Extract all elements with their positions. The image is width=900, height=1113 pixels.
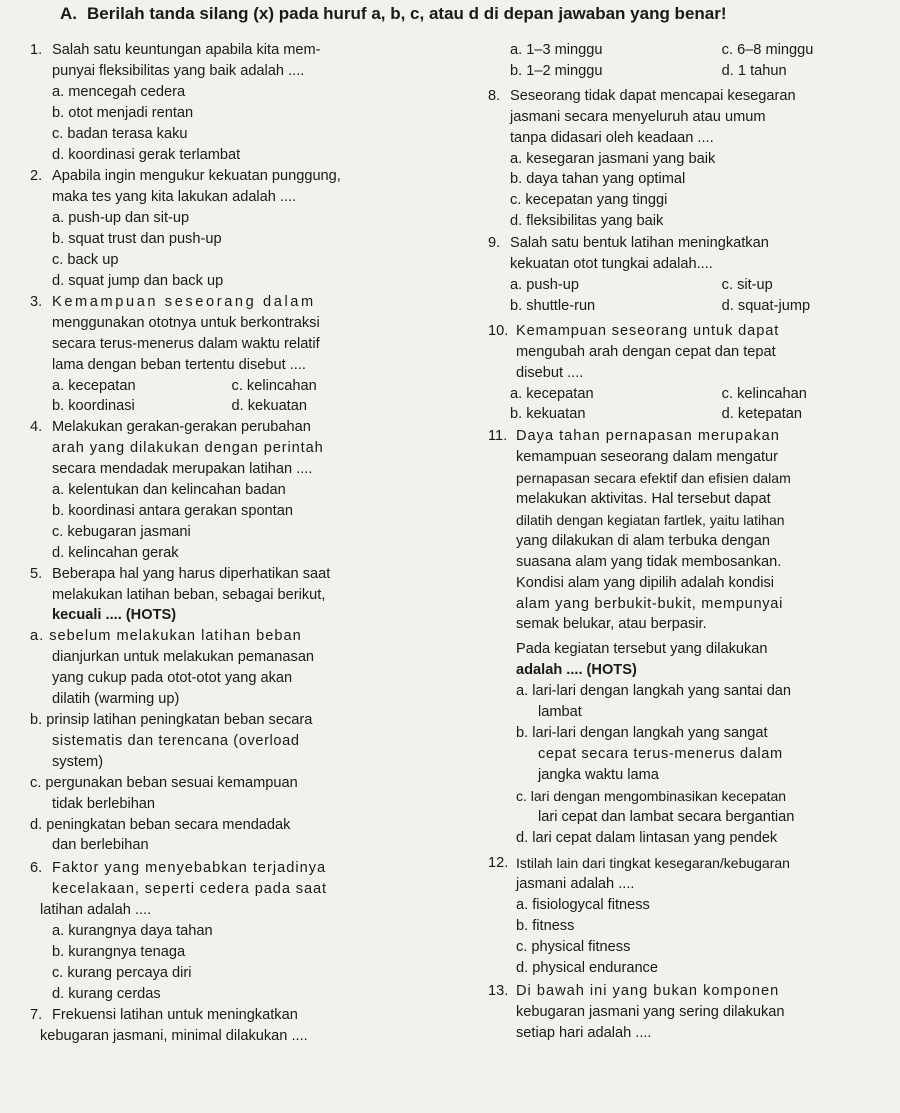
question-text: yang dilakukan di alam terbuka dengan (516, 532, 770, 549)
option-a: a. 1–3 minggu (510, 42, 603, 58)
question-6 (30, 858, 460, 1004)
option-d: d. physical endurance (516, 959, 658, 976)
question-text: Beberapa hal yang harus diperhatikan saat (52, 565, 331, 582)
question-7-options (488, 40, 888, 82)
question-text: secara terus-menerus dalam waktu relatif (52, 335, 320, 352)
question-number: 12. (488, 855, 509, 872)
option-a: a. mencegah cedera (52, 83, 186, 100)
option-a: a. kecepatan (510, 385, 594, 402)
question-3 (30, 292, 460, 417)
question-text: suasana alam yang tidak membosankan. (516, 553, 782, 570)
question-text: Daya tahan pernapasan merupakan (516, 428, 780, 445)
option-c: c. sit-up (721, 276, 773, 293)
question-text: Di bawah ini yang bukan komponen (516, 982, 780, 999)
question-13 (488, 981, 888, 1044)
option-b: b. daya tahan yang optimal (510, 171, 686, 188)
question-7 (30, 1005, 460, 1047)
option-c: c. kelincahan (231, 377, 317, 394)
question-number: 13. (488, 982, 509, 999)
question-text: jasmani secara menyeluruh atau umum (510, 108, 766, 125)
question-text: kekuatan otot tungkai adalah.... (510, 256, 713, 273)
question-number: 4. (30, 419, 43, 436)
option-a: a. kecepatan (52, 377, 136, 394)
question-text: kebugaran jasmani, minimal dilakukan .... (40, 1027, 308, 1044)
question-text: tanpa didasari oleh keadaan .... (510, 129, 714, 146)
option-b: b. otot menjadi rentan (52, 104, 194, 121)
option-d: d. 1 tahun (721, 62, 787, 79)
question-text: kemampuan seseorang dalam mengatur (516, 449, 779, 466)
question-text: jasmani adalah .... (516, 876, 635, 893)
option-d: d. squat-jump (721, 297, 811, 314)
option-b: b. fitness (516, 918, 575, 935)
question-1 (30, 40, 460, 165)
option-b: b. kekuatan (510, 406, 586, 423)
option-d: d. kekuatan (231, 398, 307, 415)
question-text: lama dengan beban tertentu disebut .... (52, 356, 306, 373)
question-text: kebugaran jasmani yang sering dilakukan (516, 1003, 785, 1020)
option-c: c. back up (52, 252, 119, 269)
question-text: menggunakan ototnya untuk berkontraksi (52, 314, 320, 331)
question-8 (488, 86, 888, 232)
question-text: Kondisi alam yang dipilih adalah kondisi (516, 574, 774, 591)
question-text: Kemampuan seseorang untuk dapat (516, 322, 780, 339)
question-text: Faktor yang menyebabkan terjadinya (52, 860, 327, 877)
question-2 (30, 166, 460, 291)
section-letter: A. (60, 4, 77, 23)
option-b: b. lari-lari dengan langkah yang sangat cepat secara terus-menerus dalam jangka waktu lama (516, 725, 783, 783)
option-a: a. fisiologycal fitness (516, 897, 650, 914)
question-number: 6. (30, 860, 43, 877)
question-text: melakukan aktivitas. Hal tersebut dapat (516, 491, 771, 508)
option-c: c. pergunakan beban sesuai kemampuan tidak berlebihan (30, 774, 298, 812)
question-number: 8. (488, 87, 501, 104)
question-5 (30, 564, 460, 857)
question-12 (488, 853, 888, 978)
question-text: Istilah lain dari tingkat kesegaran/kebugaran (516, 855, 790, 872)
question-10 (488, 321, 888, 426)
question-text: maka tes yang kita lakukan adalah .... (52, 189, 297, 206)
question-number: 11. (488, 428, 508, 445)
option-d: d. kurang cerdas (52, 985, 161, 1002)
question-text: kecuali .... (HOTS) (52, 607, 177, 624)
option-d: d. koordinasi gerak terlambat (52, 146, 241, 163)
option-a: a. push-up (510, 276, 579, 293)
question-number: 1. (30, 42, 43, 58)
question-number: 3. (30, 293, 43, 310)
option-c: c. lari dengan mengombinasikan kecepatan lari cepat dan lambat secara bergantian (516, 787, 795, 825)
option-a: a. kurangnya daya tahan (52, 923, 213, 940)
question-text: pernapasan secara efektif dan efisien dalam (516, 470, 791, 487)
option-b: b. prinsip latihan peningkatan beban secara sistematis dan terencana (overload system) (30, 712, 313, 770)
question-text: Melakukan gerakan-gerakan perubahan (52, 419, 311, 436)
question-text: alam yang berbukit-bukit, mempunyai (516, 595, 784, 612)
question-number: 9. (488, 235, 501, 252)
option-c: c. kebugaran jasmani (52, 523, 191, 540)
option-c: c. physical fitness (516, 939, 631, 956)
question-9 (488, 233, 888, 317)
section-instruction: Berilah tanda silang (x) pada huruf a, b, c, atau d di depan jawaban yang benar! (87, 4, 727, 23)
question-11 (488, 426, 888, 848)
option-b: b. koordinasi antara gerakan spontan (52, 502, 293, 519)
right-column (488, 40, 888, 1044)
option-b: b. koordinasi (52, 398, 135, 415)
question-text: mengubah arah dengan cepat dan tepat (516, 343, 776, 360)
option-c: c. badan terasa kaku (52, 125, 188, 142)
option-b: b. squat trust dan push-up (52, 231, 222, 248)
question-number: 5. (30, 565, 43, 582)
question-text: setiap hari adalah .... (516, 1024, 652, 1041)
question-text: kecelakaan, seperti cedera pada saat (52, 881, 327, 898)
option-b: b. shuttle-run (510, 297, 596, 314)
option-a: a. sebelum melakukan latihan beban dianjurkan untuk melakukan pemanasan yang cukup pada otot-otot yang akan dilatih (warming up) (30, 628, 315, 708)
option-a: a. lari-lari dengan langkah yang santai dan lambat (516, 683, 792, 721)
option-b: b. kurangnya tenaga (52, 943, 186, 960)
option-d: d. kelincahan gerak (52, 544, 179, 561)
question-text: punyai fleksibilitas yang baik adalah .... (52, 62, 305, 79)
question-text: Seseorang tidak dapat mencapai kesegaran (510, 87, 796, 104)
option-a: a. push-up dan sit-up (52, 210, 190, 227)
question-text: disebut .... (516, 364, 584, 381)
option-c: c. kurang percaya diri (52, 964, 192, 981)
question-text: arah yang dilakukan dengan perintah (52, 440, 324, 457)
question-number: 7. (30, 1006, 43, 1023)
question-text: Pada kegiatan tersebut yang dilakukan (516, 641, 768, 658)
question-text: Frekuensi latihan untuk meningkatkan (52, 1006, 298, 1023)
question-text: semak belukar, atau berpasir. (516, 616, 707, 633)
question-number: 10. (488, 322, 509, 339)
question-text: Salah satu bentuk latihan meningkatkan (510, 235, 769, 252)
question-text: dilatih dengan kegiatan fartlek, yaitu latihan (516, 511, 785, 528)
option-d: d. squat jump dan back up (52, 272, 224, 289)
question-text: Apabila ingin mengukur kekuatan punggung, (52, 168, 341, 185)
option-b: b. 1–2 minggu (510, 62, 603, 79)
question-text: secara mendadak merupakan latihan .... (52, 461, 313, 478)
option-d: d. peningkatan beban secara mendadak dan berlebihan (30, 816, 291, 854)
question-text: melakukan latihan beban, sebagai berikut, (52, 586, 326, 603)
option-c: c. kecepatan yang tinggi (510, 192, 668, 209)
question-text: latihan adalah .... (40, 902, 152, 919)
option-d: d. fleksibilitas yang baik (510, 213, 664, 230)
section-heading (60, 2, 727, 26)
question-text: adalah .... (HOTS) (516, 662, 637, 679)
option-a: a. kelentukan dan kelincahan badan (52, 482, 286, 499)
option-c: c. 6–8 minggu (721, 42, 814, 58)
option-c: c. kelincahan (721, 385, 807, 402)
left-column (30, 40, 460, 1047)
question-text: Kemampuan seseorang dalam (52, 293, 316, 310)
option-a: a. kesegaran jasmani yang baik (510, 150, 716, 167)
question-text: Salah satu keuntungan apabila kita mem- (52, 42, 321, 58)
question-4 (30, 417, 460, 563)
question-number: 2. (30, 168, 43, 185)
option-d: d. ketepatan (721, 406, 803, 423)
option-d: d. lari cepat dalam lintasan yang pendek (516, 829, 778, 846)
